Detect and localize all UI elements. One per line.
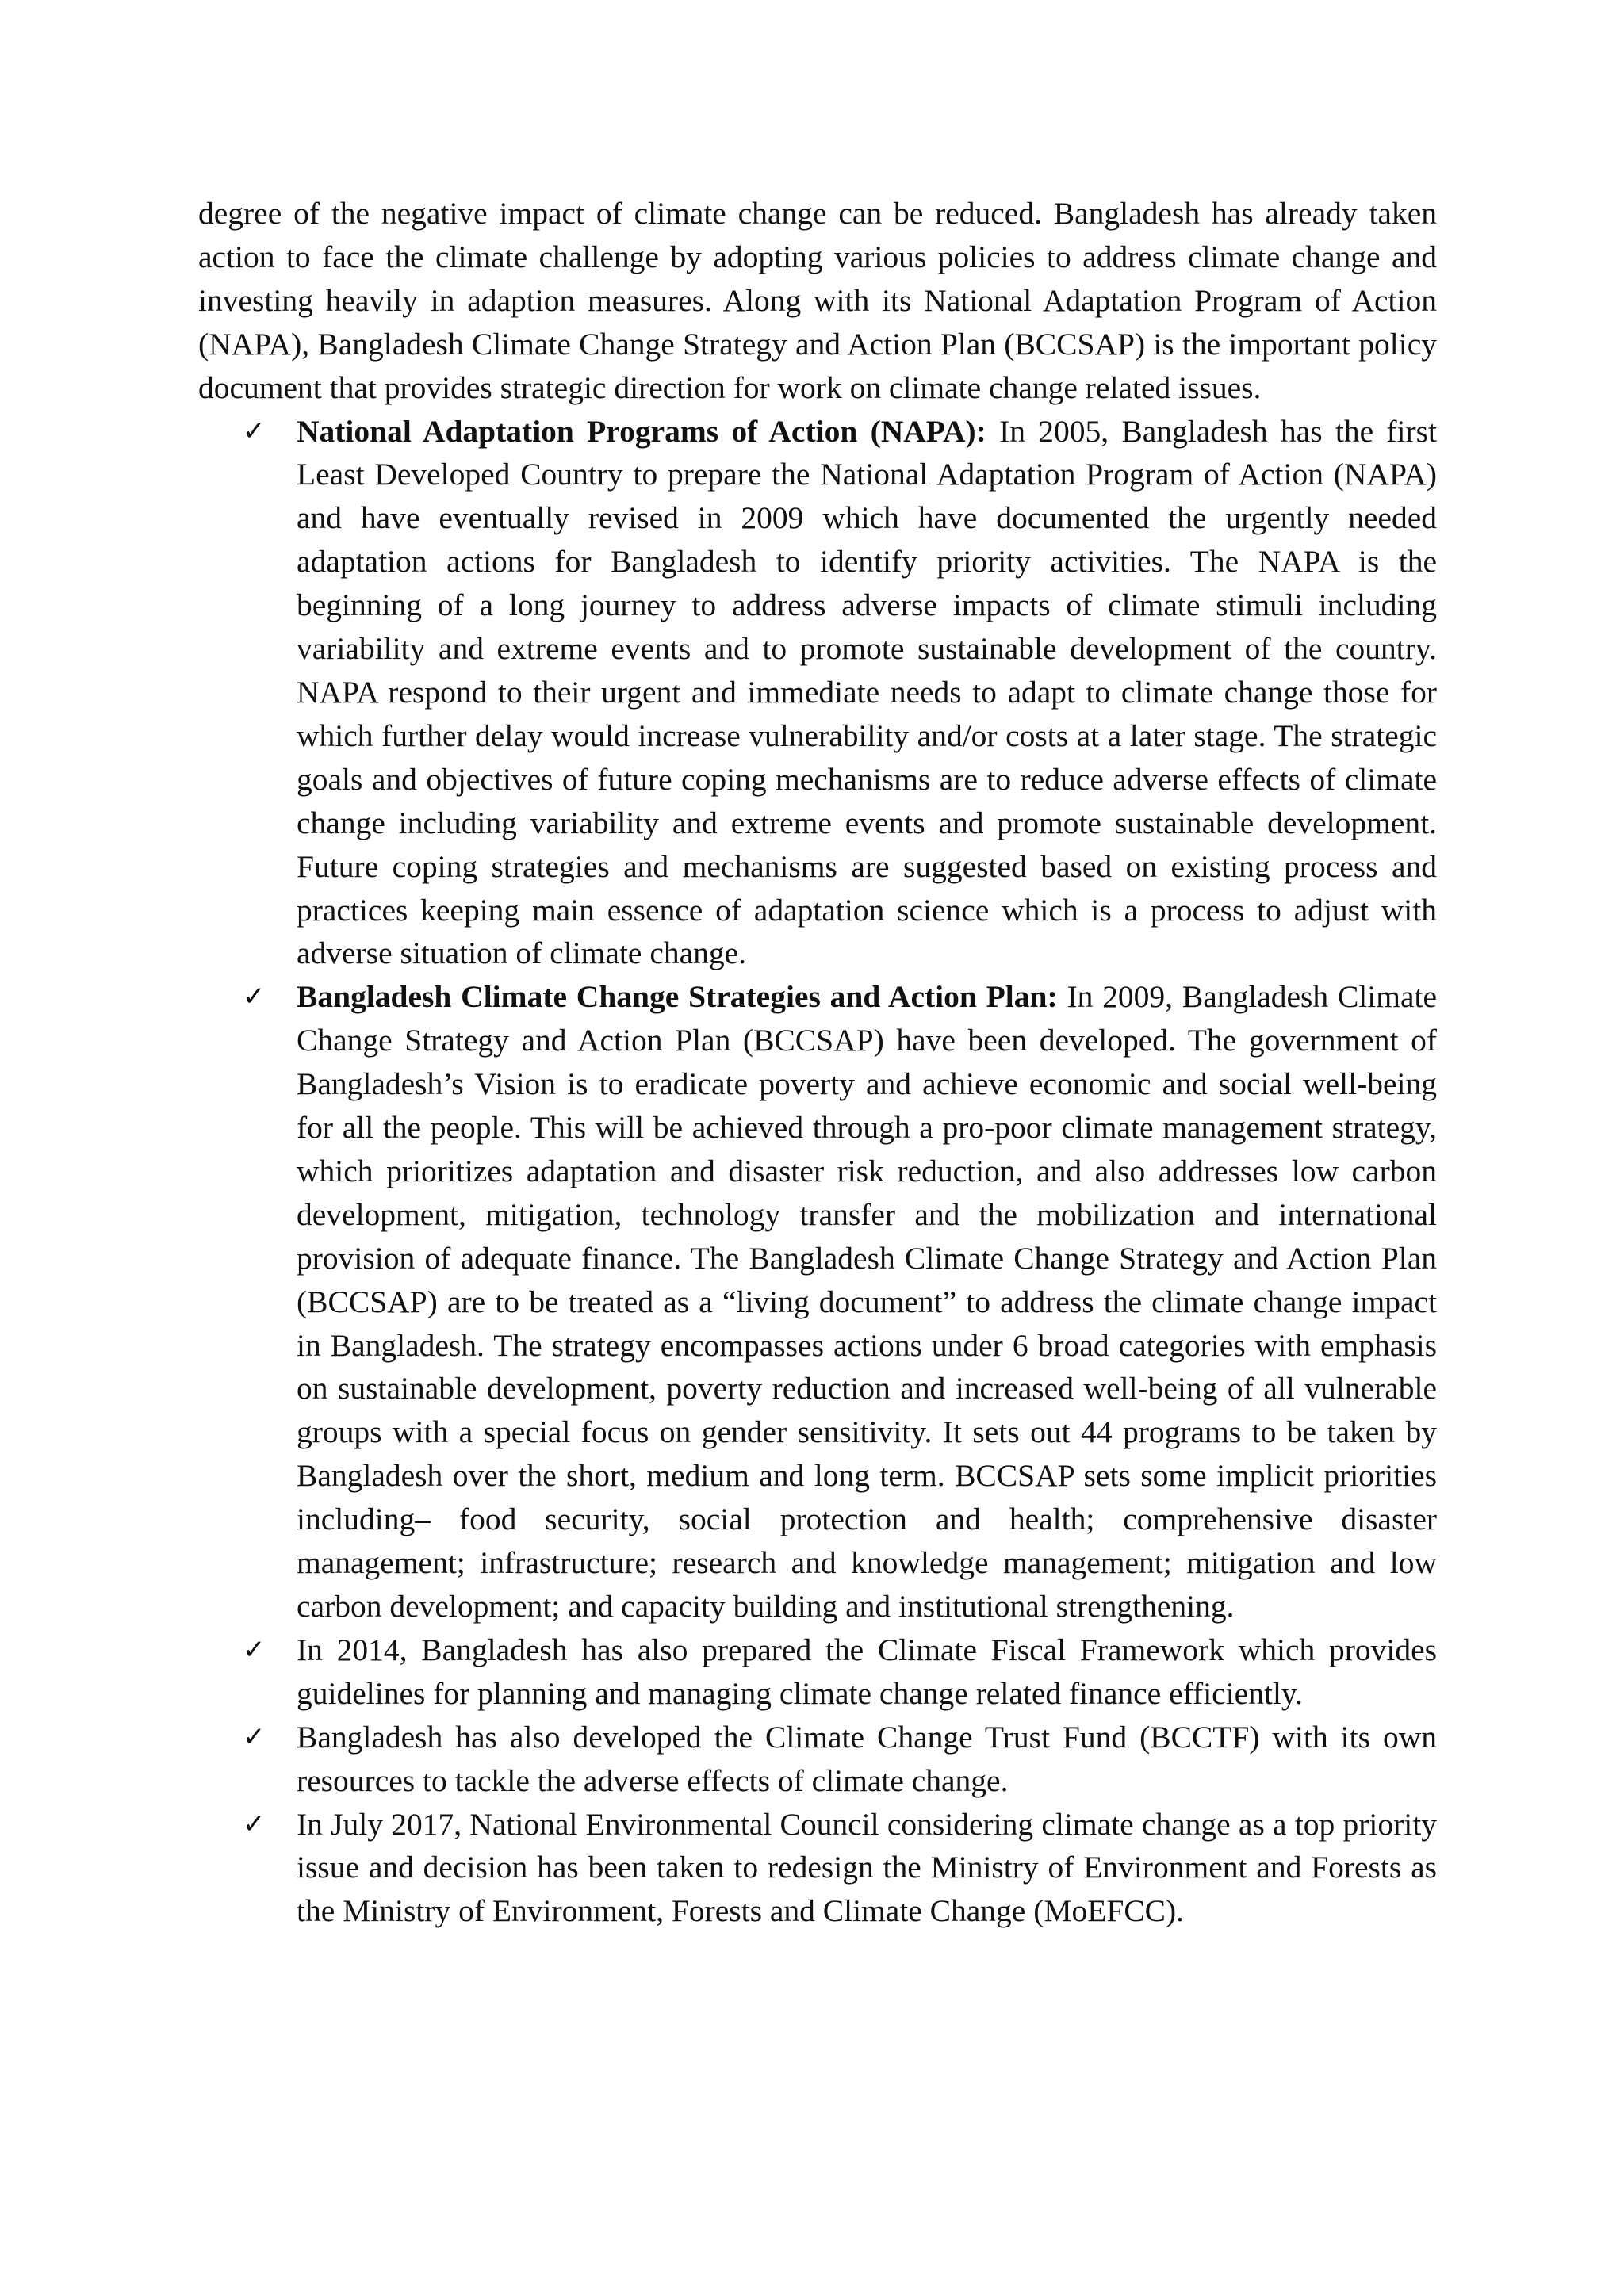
list-item-text [297,975,1437,1628]
policy-checklist [198,410,1437,1934]
list-item-napa [198,410,1437,976]
list-item-fiscal-framework [198,1628,1437,1716]
list-item-text [297,410,1437,976]
list-item-body: In 2014, Bangladesh has also prepared the Climate Fiscal Framework which provides guidelines for planning and managing climate change related finance efficiently. [297,1632,1437,1711]
list-item-title: Bangladesh Climate Change Strategies and Action Plan: [297,979,1058,1015]
document-page [198,192,1437,1933]
intro-paragraph: degree of the negative impact of climate change can be reduced. Bangladesh has already taken action to face the climate challenge by adopting various policies to address climate change and investing heavily in adaption measures. Along with its National Adaptation Program of Action (NAPA), Bangladesh Climate Change Strategy and Action Plan (BCCSAP) is the important policy document that provides strategic direction for work on climate change related issues. [198,196,1437,405]
checkmark-icon: ✓ [243,1633,266,1666]
list-item-body: In 2009, Bangladesh Climate Change Strategy and Action Plan (BCCSAP) have been developed. The government of Bangladesh’s Vision is to eradicate poverty and achieve economic and social well-being for all the people. This will be achieved through a pro-poor climate management strategy, which prioritizes adaptation and disaster risk reduction, and also addresses low carbon development, mitigation, technology transfer and the mobilization and international provision of adequate finance. The Bangladesh Climate Change Strategy and Action Plan (BCCSAP) are to be treated as a “living document” to address the climate change impact in Bangladesh. The strategy encompasses actions under 6 broad categories with emphasis on sustainable development, poverty reduction and increased well-being of all vulnerable groups with a special focus on gender sensitivity. It sets out 44 programs to be taken by Bangladesh over the short, medium and long term. BCCSAP sets some implicit priorities including– food security, social protection and health; comprehensive disaster management; infrastructure; research and knowledge management; mitigation and low carbon development; and capacity building and institutional strengthening. [297,979,1437,1624]
list-item-body: In 2005, Bangladesh has the first Least Developed Country to prepare the National Adaptation Program of Action (NAPA) and have eventually revised in 2009 which have documented the urgently needed adaptation actions for Bangladesh to identify priority activities. The NAPA is the beginning of a long journey to address adverse impacts of climate stimuli including variability and extreme events and to promote sustainable development of the country. NAPA respond to their urgent and immediate needs to adapt to climate change those for which further delay would increase vulnerability and/or costs at a later stage. The strategic goals and objectives of future coping mechanisms are to reduce adverse effects of climate change including variability and extreme events and promote sustainable development. Future coping strategies and mechanisms are suggested based on existing process and practices keeping main essence of adaptation science which is a process to adjust with adverse situation of climate change. [297,413,1437,971]
checkmark-icon: ✓ [243,981,266,1013]
checkmark-icon: ✓ [243,415,266,447]
list-item-bccsap [198,975,1437,1628]
checkmark-icon: ✓ [243,1720,266,1753]
checkmark-icon: ✓ [243,1808,266,1840]
list-item-body: In July 2017, National Environmental Council considering climate change as a top priority issue and decision has been taken to redesign the Ministry of Environment and Forests as the Ministry of Environment, Forests and Climate Change (MoEFCC). [297,1806,1437,1929]
list-item-moefcc [198,1803,1437,1934]
list-item-trust-fund [198,1716,1437,1803]
list-item-title: National Adaptation Programs of Action (NAPA): [297,413,986,449]
list-item-body: Bangladesh has also developed the Climate Change Trust Fund (BCCTF) with its own resources to tackle the adverse effects of climate change. [297,1719,1437,1798]
